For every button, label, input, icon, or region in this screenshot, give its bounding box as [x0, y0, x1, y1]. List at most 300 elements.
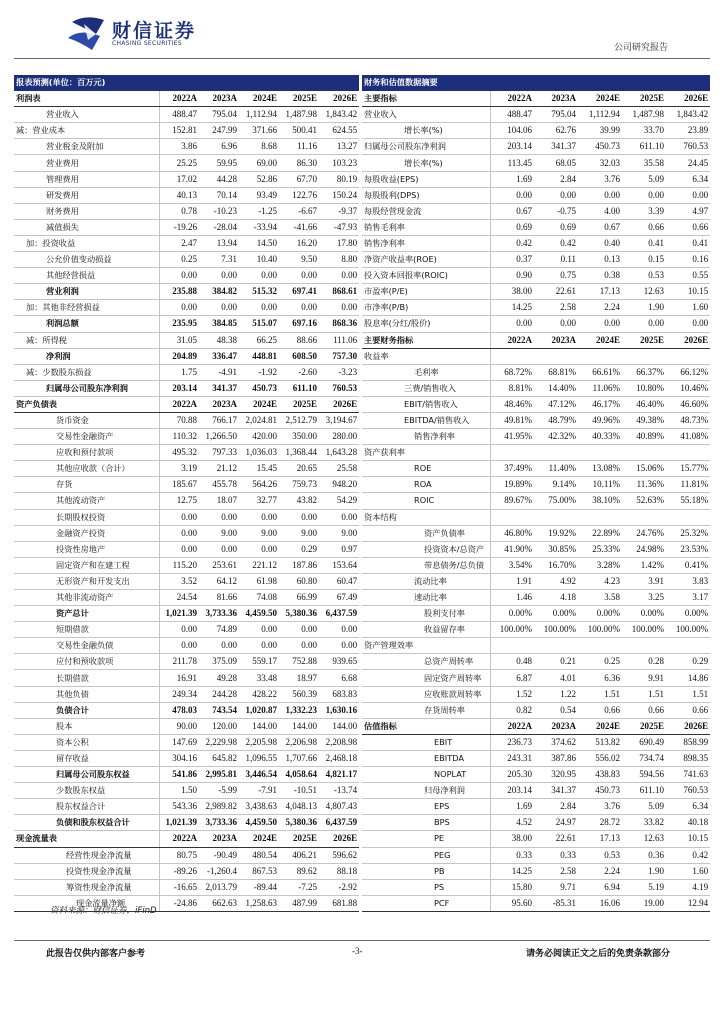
cell-value [622, 638, 666, 654]
cell-value [534, 445, 578, 461]
cell-value: 624.55 [319, 123, 359, 139]
cell-value: 480.54 [239, 847, 279, 863]
cell-value: 2024E [239, 831, 279, 847]
cell-value: 743.54 [199, 702, 239, 718]
logo-text-en: CHASING SECURITIES [112, 40, 182, 47]
table-row [14, 686, 359, 702]
table-row [14, 493, 359, 509]
cell-value: 100.00% [534, 622, 578, 638]
cell-value: 320.95 [534, 767, 578, 783]
table-row [14, 815, 359, 831]
cell-value: 2.58 [534, 300, 578, 316]
cell-value: 24.98% [622, 541, 666, 557]
row-label: 资产负债率 [362, 525, 490, 541]
cell-value: 52.63% [622, 493, 666, 509]
cell-value: 247.99 [199, 123, 239, 139]
row-label: 存货 [14, 477, 159, 493]
row-label: 市净率(P/B) [362, 300, 490, 316]
cell-value: 9.00 [279, 525, 319, 541]
cell-value: 3.86 [159, 139, 199, 155]
table-row [362, 139, 710, 155]
table-row [14, 879, 359, 895]
cell-value: 1,368.44 [279, 445, 319, 461]
cell-value: 7.31 [199, 252, 239, 268]
cell-value: 48.46% [490, 396, 534, 412]
cell-value: 3.39 [622, 203, 666, 219]
cell-value: 0.00 [319, 509, 359, 525]
row-label: 研发费用 [14, 187, 159, 203]
row-label: 三费/销售收入 [362, 380, 490, 396]
cell-value: -90.49 [199, 847, 239, 863]
cell-value [534, 348, 578, 364]
cell-value: 2.47 [159, 235, 199, 251]
cell-value: 0.00 [319, 622, 359, 638]
table-row [14, 332, 359, 348]
cell-value: 0.00 [279, 300, 319, 316]
cell-value: 11.06% [578, 380, 622, 396]
cell-value: 2026E [666, 718, 710, 734]
cell-value: 487.99 [279, 895, 319, 911]
cell-value: 23.89 [666, 123, 710, 139]
table-row [14, 799, 359, 815]
row-label: 速动比率 [362, 590, 490, 606]
cell-value: 185.67 [159, 477, 199, 493]
cell-value: 0.36 [622, 847, 666, 863]
cell-value: 662.63 [199, 895, 239, 911]
cell-value: 0.48 [490, 654, 534, 670]
cell-value: 0.00 [319, 638, 359, 654]
cell-value: 1.42% [622, 557, 666, 573]
row-label: EPS [362, 799, 490, 815]
cell-value: 221.12 [239, 557, 279, 573]
table-row [14, 123, 359, 139]
table-row [362, 831, 710, 847]
row-label: 资本公积 [14, 734, 159, 750]
cell-value: 0.67 [490, 203, 534, 219]
cell-value: 9.00 [239, 525, 279, 541]
cell-value [666, 509, 710, 525]
cell-value: 515.07 [239, 316, 279, 332]
cell-value: 11.36% [622, 477, 666, 493]
table-row [362, 316, 710, 332]
row-label: 增长率(%) [362, 123, 490, 139]
cell-value: 5,380.36 [279, 606, 319, 622]
row-label: 投资资本/总资产 [362, 541, 490, 557]
table-row [14, 734, 359, 750]
cell-value: -28.04 [199, 219, 239, 235]
cell-value: 2022A [159, 396, 199, 412]
cell-value: 1,036.03 [239, 445, 279, 461]
cell-value: 2.84 [534, 799, 578, 815]
cell-value: -41.66 [279, 219, 319, 235]
table-row [362, 252, 710, 268]
cell-value: -3.23 [319, 364, 359, 380]
cell-value: 152.81 [159, 123, 199, 139]
cell-value: 0.00 [159, 638, 199, 654]
cell-value: 93.49 [239, 187, 279, 203]
table-row [14, 718, 359, 734]
cell-value: 2022A [159, 91, 199, 107]
cell-value: 52.86 [239, 171, 279, 187]
table-row [14, 155, 359, 171]
cell-value: 75.00% [534, 493, 578, 509]
cell-value: 766.17 [199, 412, 239, 428]
cell-value: 100.00% [490, 622, 534, 638]
cell-value: 0.40 [578, 235, 622, 251]
cell-value: 0.33 [490, 847, 534, 863]
cell-value: 95.60 [490, 895, 534, 911]
cell-value: 0.53 [578, 847, 622, 863]
cell-value: 9.00 [199, 525, 239, 541]
table-row [14, 348, 359, 364]
cell-value: 2026E [319, 91, 359, 107]
cell-value [490, 638, 534, 654]
cell-value [490, 445, 534, 461]
cell-value: 0.11 [534, 252, 578, 268]
cell-value: 4,821.17 [319, 767, 359, 783]
cell-value: 122.76 [279, 187, 319, 203]
cell-value: 46.60% [666, 396, 710, 412]
cell-value: 203.14 [159, 380, 199, 396]
cell-value: 0.25 [159, 252, 199, 268]
cell-value: 9.91 [622, 670, 666, 686]
cell-value: 6,437.59 [319, 815, 359, 831]
table-row [362, 702, 710, 718]
cell-value: 0.66 [666, 219, 710, 235]
cell-value: 948.20 [319, 477, 359, 493]
cell-value: -1.25 [239, 203, 279, 219]
cell-value: 44.28 [199, 171, 239, 187]
cell-value: 48.73% [666, 412, 710, 428]
cell-value: 2.58 [534, 863, 578, 879]
cell-value: 2024E [239, 91, 279, 107]
cell-value: 0.69 [490, 219, 534, 235]
cell-value: 80.75 [159, 847, 199, 863]
table-row [362, 123, 710, 139]
row-label: 资本结构 [362, 509, 490, 525]
cell-value: 67.70 [279, 171, 319, 187]
table-row [14, 429, 359, 445]
cell-value: 61.98 [239, 573, 279, 589]
cell-value: 59.95 [199, 155, 239, 171]
cell-value: 0.00 [239, 300, 279, 316]
cell-value: 16.70% [534, 557, 578, 573]
cell-value: 3.28% [578, 557, 622, 573]
cell-value [578, 445, 622, 461]
cell-value: 0.00 [319, 268, 359, 284]
cell-value: 3.19 [159, 461, 199, 477]
cell-value: -47.93 [319, 219, 359, 235]
cell-value: 66.12% [666, 364, 710, 380]
row-label: 净资产收益率(ROE) [362, 252, 490, 268]
cell-value: 14.50 [239, 235, 279, 251]
cell-value: 21.12 [199, 461, 239, 477]
cell-value: 11.40% [534, 461, 578, 477]
footer-disclaimer-left: 此报告仅供内部客户参考 [46, 949, 146, 959]
cell-value: 795.04 [199, 107, 239, 123]
cell-value: 0.00% [622, 606, 666, 622]
cell-value: -2.92 [319, 879, 359, 895]
table-row [362, 380, 710, 396]
row-label: 利润总额 [14, 316, 159, 332]
cell-value: 9.00 [319, 525, 359, 541]
table-row [14, 284, 359, 300]
cell-value: 60.47 [319, 573, 359, 589]
cell-value [666, 638, 710, 654]
cell-value: 858.99 [666, 734, 710, 750]
cell-value: 1,843.42 [319, 107, 359, 123]
cell-value: 0.00 [279, 638, 319, 654]
cell-value: 478.03 [159, 702, 199, 718]
cell-value: 0.00 [578, 187, 622, 203]
cell-value: 49.81% [490, 412, 534, 428]
cell-value: 0.00 [239, 638, 279, 654]
financial-forecast-table [14, 75, 359, 912]
cell-value: 387.86 [534, 750, 578, 766]
cell-value: 448.81 [239, 348, 279, 364]
cell-value: 187.86 [279, 557, 319, 573]
cell-value: 757.30 [319, 348, 359, 364]
cell-value: 752.88 [279, 654, 319, 670]
cell-value: 0.55 [666, 268, 710, 284]
cell-value: 25.33% [578, 541, 622, 557]
cell-value: 6.94 [578, 879, 622, 895]
cell-value: 11.16 [279, 139, 319, 155]
row-label: 投资性房地产 [14, 541, 159, 557]
table-row [362, 622, 710, 638]
cell-value: 0.00 [534, 187, 578, 203]
cell-value: 1.75 [159, 364, 199, 380]
table-row [362, 364, 710, 380]
table-row [362, 799, 710, 815]
cell-value: 495.32 [159, 445, 199, 461]
cell-value: 1.51 [666, 686, 710, 702]
cell-value: 488.47 [490, 107, 534, 123]
cell-value: 556.02 [578, 750, 622, 766]
cell-value: 12.94 [666, 895, 710, 911]
cell-value: 2024E [578, 332, 622, 348]
cell-value: 6.68 [319, 670, 359, 686]
cell-value: 41.08% [666, 429, 710, 445]
cell-value: 41.95% [490, 429, 534, 445]
cell-value: 0.16 [666, 252, 710, 268]
cell-value: 46.17% [578, 396, 622, 412]
cell-value: 205.30 [490, 767, 534, 783]
cell-value: 0.00 [490, 187, 534, 203]
table-row [362, 300, 710, 316]
row-label: 营业利润 [14, 284, 159, 300]
cell-value: 1,266.50 [199, 429, 239, 445]
cell-value: 147.69 [159, 734, 199, 750]
table-row [362, 606, 710, 622]
table-row [362, 445, 710, 461]
cell-value: 48.79% [534, 412, 578, 428]
cell-value: 17.13 [578, 284, 622, 300]
report-type-label: 公司研究报告 [613, 43, 668, 53]
row-label: 减值损失 [14, 219, 159, 235]
cell-value: 244.28 [199, 686, 239, 702]
row-label: 归母净利润 [362, 783, 490, 799]
cell-value: 60.80 [279, 573, 319, 589]
cell-value: 420.00 [239, 429, 279, 445]
cell-value: 697.41 [279, 284, 319, 300]
row-label: 负债和股东权益合计 [14, 815, 159, 831]
cell-value: 2.24 [578, 300, 622, 316]
cell-value: 5.19 [622, 879, 666, 895]
cell-value: 1,112.94 [239, 107, 279, 123]
table-row [14, 541, 359, 557]
cell-value: -33.94 [239, 219, 279, 235]
cell-value: 0.66 [578, 702, 622, 718]
cell-value: 144.00 [239, 718, 279, 734]
cell-value: 596.62 [319, 847, 359, 863]
cell-value [490, 509, 534, 525]
table-row [362, 284, 710, 300]
cell-value: 12.63 [622, 284, 666, 300]
cell-value: 18.97 [279, 670, 319, 686]
cell-value: 0.00 [279, 268, 319, 284]
cell-value: 1,021.39 [159, 815, 199, 831]
cell-value: 2024E [578, 91, 622, 107]
section-header-row [362, 332, 710, 348]
cell-value: 1.60 [666, 863, 710, 879]
cell-value: 13.94 [199, 235, 239, 251]
table-row [14, 268, 359, 284]
cell-value: 3,733.36 [199, 606, 239, 622]
cell-value: 0.42 [490, 235, 534, 251]
cell-value: 88.66 [279, 332, 319, 348]
cell-value: 1.90 [622, 300, 666, 316]
cell-value: 0.00 [490, 316, 534, 332]
cell-value: 66.99 [279, 590, 319, 606]
cell-value: 2,206.98 [279, 734, 319, 750]
cell-value: 2,995.81 [199, 767, 239, 783]
row-label: 交易性金融负债 [14, 638, 159, 654]
cell-value: 0.37 [490, 252, 534, 268]
cell-value: 38.00 [490, 284, 534, 300]
cell-value: 14.86 [666, 670, 710, 686]
cell-value: 15.80 [490, 879, 534, 895]
cell-value: 1.51 [622, 686, 666, 702]
row-label: 长期股权投资 [14, 509, 159, 525]
cell-value: 867.53 [239, 863, 279, 879]
cell-value: 40.33% [578, 429, 622, 445]
row-label: 经营性现金净流量 [14, 847, 159, 863]
cell-value: 450.73 [578, 783, 622, 799]
cell-value: 64.12 [199, 573, 239, 589]
table-row [14, 863, 359, 879]
cell-value: 243.31 [490, 750, 534, 766]
cell-value: 0.67 [578, 219, 622, 235]
table-row [362, 107, 710, 123]
cell-value: 4.00 [578, 203, 622, 219]
cell-value: 795.04 [534, 107, 578, 123]
cell-value: 2025E [279, 91, 319, 107]
table-row [14, 203, 359, 219]
cell-value: 13.08% [578, 461, 622, 477]
cell-value: 341.37 [199, 380, 239, 396]
table-row [362, 879, 710, 895]
cell-value: 35.58 [622, 155, 666, 171]
cell-value: 797.33 [199, 445, 239, 461]
table-row [362, 348, 710, 364]
cell-value: 89.67% [490, 493, 534, 509]
row-label: 其他负债 [14, 686, 159, 702]
cell-value: 16.91 [159, 670, 199, 686]
row-label: 其他应收款（合计） [14, 461, 159, 477]
cell-value: 2025E [279, 831, 319, 847]
cell-value: 500.41 [279, 123, 319, 139]
cell-value: 9.50 [279, 252, 319, 268]
row-label: 每股股利(DPS) [362, 187, 490, 203]
row-label: ROA [362, 477, 490, 493]
cell-value: 74.08 [239, 590, 279, 606]
cell-value: 0.00% [578, 606, 622, 622]
left-table-title: 报表预测(单位：百万元) [14, 75, 359, 91]
cell-value: 0.66 [622, 219, 666, 235]
cell-value: 25.25 [159, 155, 199, 171]
cell-value: 0.21 [534, 654, 578, 670]
cell-value: 113.45 [490, 155, 534, 171]
row-label: ROIC [362, 493, 490, 509]
row-label: 无形资产和开发支出 [14, 573, 159, 589]
cell-value: 115.20 [159, 557, 199, 573]
cell-value: 39.99 [578, 123, 622, 139]
cell-value: 5.09 [622, 171, 666, 187]
table-row [362, 412, 710, 428]
cell-value: 144.00 [319, 718, 359, 734]
cell-value: 611.10 [279, 380, 319, 396]
table-row [362, 493, 710, 509]
cell-value: 3.17 [666, 590, 710, 606]
table-row [362, 750, 710, 766]
cell-value: 120.00 [199, 718, 239, 734]
row-label: 总资产周转率 [362, 654, 490, 670]
cell-value: 1,112.94 [578, 107, 622, 123]
cell-value: 384.82 [199, 284, 239, 300]
cell-value: 19.89% [490, 477, 534, 493]
table-row [14, 783, 359, 799]
cell-value: 455.78 [199, 477, 239, 493]
right-table-title: 财务和估值数据摘要 [362, 75, 710, 91]
table-row [14, 364, 359, 380]
cell-value: -1,260.4 [199, 863, 239, 879]
cell-value: 690.49 [622, 734, 666, 750]
cell-value: 80.19 [319, 171, 359, 187]
cell-value [534, 509, 578, 525]
row-label: 流动比率 [362, 573, 490, 589]
cell-value: 0.78 [159, 203, 199, 219]
cell-value: 22.61 [534, 831, 578, 847]
cell-value: 2024E [578, 718, 622, 734]
row-label: 市盈率(P/E) [362, 284, 490, 300]
table-row [14, 252, 359, 268]
cell-value: 541.86 [159, 767, 199, 783]
table-row [362, 557, 710, 573]
table-row [362, 235, 710, 251]
cell-value: 144.00 [279, 718, 319, 734]
cell-value: 4,048.13 [279, 799, 319, 815]
cell-value: 17.02 [159, 171, 199, 187]
cell-value: 203.14 [490, 139, 534, 155]
row-label: 短期借款 [14, 622, 159, 638]
cell-value: 1.51 [578, 686, 622, 702]
row-label: 营业费用 [14, 155, 159, 171]
row-label: 增长率(%) [362, 155, 490, 171]
cell-value: 1,707.66 [279, 750, 319, 766]
table-row [362, 670, 710, 686]
cell-value: 24.45 [666, 155, 710, 171]
